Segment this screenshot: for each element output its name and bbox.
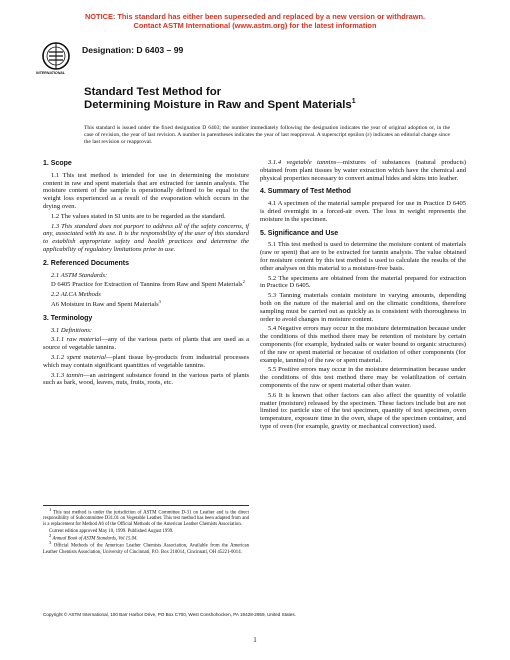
summary-heading: 4. Summary of Test Method	[260, 188, 351, 196]
significance-5-1: 5.1 This test method is used to determine the moisture content of materials (raw or spent) that are to be extracted for tannin analysis. The value obtained for moisture content by this test method is used to calculate the results of the other analyses on this material to a moisture-free basis.	[260, 241, 466, 272]
astm-logo-icon	[40, 38, 72, 82]
ref-2-1	[43, 272, 249, 280]
ref-d6405-marker: 2	[242, 279, 245, 285]
astm-logo	[36, 38, 72, 82]
title-line-1: Standard Test Method for	[84, 86, 222, 98]
title-footnote-marker: 1	[351, 97, 356, 105]
notice-line-2: Contact ASTM International (www.astm.org) for the latest information	[133, 21, 377, 30]
scope-1-1: 1.1 This test method is intended for use in determining the moisture content in raw and spent materials that are extracted for tannin analysis. The moisture content of the sample is operationally defined to be equal to the weight loss experienced as a result of the evaporation which occurs in the drying oven.	[43, 171, 249, 210]
logo-text: INTERNATIONAL	[36, 71, 66, 75]
terminology-heading: 3. Terminology	[43, 314, 93, 322]
title-line-2	[84, 99, 356, 112]
ref-a6	[43, 298, 249, 309]
significance-5-6: 5.6 It is known that other factors can also affect the quantity of volatile matter (moisture) released by the specimen. These factors include but are not limited to: particle size of the test specimen, quantity of test specimen, oven temperature, exposure time in the oven, shape of the specimen container, and type of oven (for example, gravity or mechanical convection) used.	[260, 391, 466, 430]
footnote-2	[43, 532, 249, 542]
ref-d6405-text: D 6405 Practice for Extraction of Tannins from Raw and Spent Materials	[51, 281, 243, 289]
scope-1-3-text: 1.3 This standard does not purport to address all of the safety concerns, if any, associated with its use. It is the responsibility of the user of this standard to establish appropriate safety and health practices and determine the applicability of regulatory limitations prior to use.	[43, 222, 249, 253]
footnote-3-text: Official Methods of the American Leather Chemists Association, Available from the American Leather Chemists Association, University of Cincinnati, P.O. Box 210014, Cincinnati, OH 45221-0014.	[43, 543, 249, 555]
term-3-1	[43, 327, 249, 335]
term-raw-material	[43, 336, 249, 352]
significance-5-5: 5.5 Positive errors may occur in the moisture determination because under the conditions of this test method there may be volatilization of certain components of the raw or spent material other than water.	[260, 366, 466, 389]
significance-heading: 5. Significance and Use	[260, 229, 339, 237]
footnote-3	[43, 540, 249, 555]
title-line-2-text: Determining Moisture in Raw and Spent Materials	[84, 98, 352, 111]
ref-a6-text: A6 Moisture in Raw and Spent Materials	[51, 300, 159, 308]
scope-1-3	[43, 223, 249, 254]
term-tannin	[43, 372, 249, 388]
term-raw-material-term: 3.1.1 raw material	[51, 336, 102, 344]
standard-title	[84, 86, 356, 111]
left-column	[43, 160, 249, 389]
significance-5-3: 5.3 Tanning materials contain moisture in varying amounts, depending both on the nature of the material and on the climatic conditions, therefore sampling must be carried out as quickly as is consistent with thoroughness in order to avoid changes in moisture content.	[260, 292, 466, 323]
term-spent-material	[43, 354, 249, 370]
issued-note: This standard is issued under the fixed designation D 6403; the number immediately following the designation indicates the year of original adoption or, in the case of revision, the year of last revision. A number in parentheses indicates the year of last reapproval. A superscript epsilon (ε) indicates an editorial change since the last revision or reapproval.	[84, 125, 450, 145]
term-tannin-term: 3.1.3 tannin	[51, 371, 84, 379]
term-spent-material-term: 3.1.2 spent material	[51, 353, 106, 361]
footnote-2-text: Annual Book of ASTM Standards, Vol 15.04.	[52, 536, 138, 542]
footnote-1-marker: 1	[49, 507, 52, 512]
term-vegetable-tannins-term: 3.1.4 vegetable tannins	[268, 159, 337, 166]
footnote-1b: Current edition approved May 10, 1999. Published August 1999.	[49, 528, 174, 534]
summary-4-1: 4.1 A specimen of the material sample prepared for use in Practice D 6405 is dried overnight in a forced-air oven. The loss in weight represents the moisture in the specimen.	[260, 200, 466, 223]
term-spent-material-def: —plant tissue by-products from industrial processes which may contain significant quantities of vegetable tannins.	[43, 353, 249, 369]
ref-2-2-text: 2.2 ALCA Methods	[51, 291, 101, 299]
referenced-heading: 2. Referenced Documents	[43, 259, 129, 267]
copyright-line: Copyright © ASTM International, 100 Barr Harbor Drive, PO Box C700, West Conshohocken, PA 19428-2959, United States.	[43, 612, 296, 617]
footnote-1-text: This test method is under the jurisdiction of ASTM Committee D-31 on Leather and is the direct responsibility of Subcommittee D31.01 on Vegetable Leather. This test method has been adapted from and is a replacement for Method A6 of the Official Methods of the American Leather Chemists Association.	[43, 510, 249, 528]
ref-2-2	[43, 291, 249, 299]
footnote-2-marker: 2	[49, 532, 52, 538]
significance-5-4: 5.4 Negative errors may occur in the moisture determination because under the conditions of this method there may be retention of moisture by certain components (for example, hydrated salts or water bound to organic structures) of the raw or spent material or because of oxidation of other components (for example, tannins) of the raw or spent material.	[260, 325, 466, 364]
ref-2-1-text: 2.1 ASTM Standards:	[51, 271, 108, 279]
designation: Designation: D 6403 – 99	[82, 45, 184, 55]
footnote-1	[43, 507, 249, 528]
withdrawal-notice	[0, 12, 510, 30]
ref-a6-marker: 3	[158, 298, 161, 304]
scope-heading: 1. Scope	[43, 160, 72, 167]
significance-5-2: 5.2 The specimens are obtained from the material prepared for extraction in Practice D 6405.	[260, 274, 466, 290]
page-number: 1	[253, 636, 257, 644]
ref-d6405	[43, 281, 249, 289]
term-vegetable-tannins-def: —mixtures of substances (natural products) obtained from plant tissues by water extraction which have the chemical and physical properties necessary to convert animal hides and skins into leather.	[260, 159, 467, 182]
term-3-1-text: 3.1 Definitions:	[51, 326, 93, 334]
footnotes	[43, 505, 249, 556]
footnote-3-marker: 3	[49, 540, 52, 546]
right-column	[260, 159, 466, 433]
scope-1-2: 1.2 The values stated in SI units are to be regarded as the standard.	[51, 212, 226, 220]
notice-line-1: NOTICE: This standard has either been superseded and replaced by a new version or withdrawn.	[84, 12, 426, 21]
term-tannin-def: —an astringent substance found in the various parts of plants such as bark, wood, leaves, nuts, fruits, roots, etc.	[43, 371, 250, 387]
term-raw-material-def: —any of the various parts of plants that are used as a source of vegetable tannins.	[43, 336, 250, 352]
term-vegetable-tannins	[260, 159, 466, 182]
